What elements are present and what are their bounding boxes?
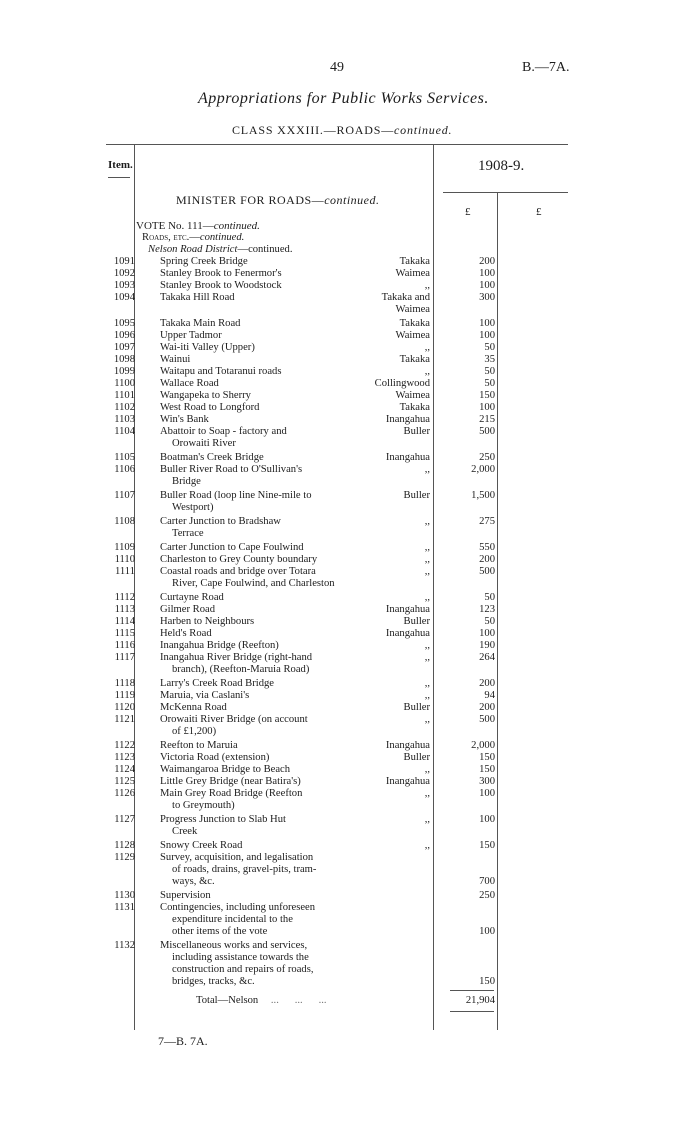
item-number: 1124 — [114, 764, 135, 775]
item-district: Buller — [403, 490, 430, 501]
item-number: 1129 — [114, 852, 135, 863]
item-amount: 200 — [479, 256, 495, 267]
vote-heading-suffix: continued. — [213, 220, 260, 232]
item-number: 1113 — [114, 604, 135, 615]
item-amount: 150 — [479, 976, 495, 987]
item-amount: 100 — [479, 814, 495, 825]
item-district: ,, — [424, 280, 430, 291]
item-district: Buller — [403, 702, 430, 713]
item-amount: 150 — [479, 764, 495, 775]
table-row — [100, 342, 500, 354]
item-description: Bridge — [172, 476, 201, 487]
item-description: Maruia, via Caslani's — [160, 690, 250, 701]
minister-heading-main: MINISTER FOR ROADS— — [176, 193, 325, 207]
item-amount: 100 — [479, 926, 495, 937]
item-description: Snowy Creek Road — [160, 840, 243, 851]
table-top-rule — [106, 144, 568, 145]
item-number: 1128 — [114, 840, 135, 851]
table-row — [100, 378, 500, 390]
table-row — [100, 776, 500, 788]
item-description: Stanley Brook to Woodstock — [160, 280, 282, 291]
table-row — [100, 566, 500, 590]
item-number: 1107 — [114, 490, 135, 501]
table-row — [100, 592, 500, 604]
table-row — [100, 426, 500, 450]
item-number: 1102 — [114, 402, 135, 413]
item-district: Inangahua — [385, 776, 430, 787]
item-number: 1120 — [114, 702, 135, 713]
item-district: ,, — [424, 652, 430, 663]
item-number: 1108 — [114, 516, 135, 527]
item-amount: 150 — [479, 752, 495, 763]
item-description: branch), (Reefton-Maruia Road) — [172, 664, 310, 675]
page-title: Appropriations for Public Works Services. — [198, 90, 489, 107]
item-description: Gilmer Road — [160, 604, 216, 615]
item-number: 1101 — [114, 390, 135, 401]
minister-heading — [176, 193, 380, 208]
currency-label-1: £ — [465, 206, 471, 218]
item-district: Buller — [403, 426, 430, 437]
item-column-header: Item. — [108, 159, 133, 171]
item-district: Waimea — [395, 390, 430, 401]
item-description: Abattoir to Soap - factory and — [160, 426, 287, 437]
item-district: ,, — [424, 464, 430, 475]
item-amount: 35 — [484, 354, 495, 365]
total-amount: 21,904 — [465, 995, 495, 1006]
item-description: Reefton to Maruia — [160, 740, 238, 751]
item-description: Win's Bank — [160, 414, 209, 425]
table-row — [100, 740, 500, 752]
item-amount: 215 — [479, 414, 495, 425]
item-district: ,, — [424, 814, 430, 825]
item-description: River, Cape Foulwind, and Charleston — [172, 578, 335, 589]
table-row — [100, 616, 500, 628]
item-district: Buller — [403, 752, 430, 763]
class-heading-main: CLASS XXXIII.—ROADS— — [232, 123, 395, 137]
item-number: 1121 — [114, 714, 135, 725]
item-description: Carter Junction to Cape Foulwind — [160, 542, 304, 553]
item-number: 1132 — [114, 940, 135, 951]
item-number: 1111 — [114, 566, 135, 577]
item-number: 1096 — [113, 330, 135, 341]
item-description: Spring Creek Bridge — [160, 256, 248, 267]
table-row — [100, 554, 500, 566]
item-number: 1122 — [114, 740, 135, 751]
item-number: 1097 — [113, 342, 135, 353]
table-row — [100, 714, 500, 738]
item-number: 1117 — [114, 652, 135, 663]
item-amount: 100 — [479, 268, 495, 279]
item-description: Wallace Road — [160, 378, 219, 389]
item-description: Carter Junction to Bradshaw — [160, 516, 281, 527]
item-description: of roads, drains, gravel-pits, tram- — [172, 864, 317, 875]
item-number: 1112 — [114, 592, 135, 603]
item-description: Takaka Main Road — [160, 318, 241, 329]
item-number: 1119 — [114, 690, 135, 701]
total-label — [196, 995, 327, 1006]
item-description: other items of the vote — [172, 926, 268, 937]
table-row — [100, 702, 500, 714]
item-district: Inangahua — [385, 452, 430, 463]
item-number: 1095 — [113, 318, 135, 329]
item-district: ,, — [424, 764, 430, 775]
table-row — [100, 604, 500, 616]
item-number: 1106 — [114, 464, 135, 475]
table-row — [100, 490, 500, 514]
item-description: Wangapeka to Sherry — [160, 390, 251, 401]
item-description: Contingencies, including unforeseen — [160, 902, 316, 913]
total-rule-bottom — [450, 1011, 494, 1012]
item-number: 1098 — [113, 354, 135, 365]
item-number: 1103 — [114, 414, 135, 425]
item-number: 1127 — [114, 814, 135, 825]
item-amount: 500 — [479, 426, 495, 437]
table-row — [100, 852, 500, 888]
item-amount: 100 — [479, 628, 495, 639]
page-number: 49 — [330, 60, 344, 75]
item-description: Wainui — [160, 354, 191, 365]
table-row — [100, 390, 500, 402]
item-description: Buller Road (loop line Nine-mile to — [160, 490, 312, 501]
item-description: including assistance towards the — [172, 952, 309, 963]
item-amount: 2,000 — [471, 464, 495, 475]
item-district: ,, — [424, 690, 430, 701]
item-amount: 100 — [479, 402, 495, 413]
item-description: Main Grey Road Bridge (Reefton — [160, 788, 303, 799]
item-amount: 200 — [479, 702, 495, 713]
item-amount: 275 — [479, 516, 495, 527]
table-row — [100, 788, 500, 812]
item-number: 1100 — [114, 378, 135, 389]
table-row — [100, 652, 500, 676]
item-number: 1114 — [114, 616, 135, 627]
item-district: ,, — [424, 640, 430, 651]
item-amount: 550 — [479, 542, 495, 553]
item-description: Miscellaneous works and services, — [160, 940, 308, 951]
item-amount: 250 — [479, 890, 495, 901]
item-description: Progress Junction to Slab Hut — [160, 814, 286, 825]
vote-heading-main: VOTE No. 111— — [136, 220, 214, 232]
class-heading-suffix: continued. — [394, 123, 453, 137]
footer-signature: 7—B. 7A. — [158, 1034, 208, 1048]
vote-heading — [136, 220, 260, 232]
item-district: Inangahua — [385, 628, 430, 639]
item-district: Takaka — [399, 354, 430, 365]
item-amount: 100 — [479, 330, 495, 341]
item-number: 1116 — [114, 640, 135, 651]
table-row — [100, 464, 500, 488]
item-number: 1131 — [114, 902, 135, 913]
item-description: Creek — [172, 826, 198, 837]
table-row — [100, 764, 500, 776]
item-district: ,, — [424, 788, 430, 799]
item-district: Takaka — [399, 256, 430, 267]
table-row — [100, 542, 500, 554]
table-row — [100, 414, 500, 426]
item-amount: 94 — [484, 690, 495, 701]
table-row — [100, 640, 500, 652]
table-row — [100, 516, 500, 540]
item-description: West Road to Longford — [160, 402, 260, 413]
item-amount: 1,500 — [471, 490, 495, 501]
item-number: 1099 — [113, 366, 135, 377]
table-row — [100, 452, 500, 464]
item-description: to Greymouth) — [172, 800, 235, 811]
item-number: 1118 — [114, 678, 135, 689]
item-description: ways, &c. — [172, 876, 215, 887]
item-description: Charleston to Grey County boundary — [160, 554, 318, 565]
item-number: 1125 — [114, 776, 135, 787]
item-description: Larry's Creek Road Bridge — [160, 678, 274, 689]
item-description: Survey, acquisition, and legalisation — [160, 852, 314, 863]
item-amount: 200 — [479, 554, 495, 565]
minister-heading-suffix: continued. — [324, 193, 380, 207]
item-amount: 100 — [479, 318, 495, 329]
item-amount: 500 — [479, 714, 495, 725]
year-header: 1908-9. — [478, 158, 525, 174]
item-number: 1104 — [114, 426, 135, 437]
item-description: bridges, tracks, &c. — [172, 976, 255, 987]
item-description: Takaka Hill Road — [160, 292, 235, 303]
item-number: 1123 — [114, 752, 135, 763]
item-description: Supervision — [160, 890, 211, 901]
item-description: Orowaiti River — [172, 438, 236, 449]
item-district: ,, — [424, 516, 430, 527]
item-description: Stanley Brook to Fenermor's — [160, 268, 282, 279]
item-amount: 50 — [484, 592, 495, 603]
item-description: construction and repairs of roads, — [172, 964, 314, 975]
item-district: ,, — [424, 714, 430, 725]
item-number: 1093 — [113, 280, 135, 291]
item-amount: 150 — [479, 390, 495, 401]
item-amount: 50 — [484, 378, 495, 389]
item-amount: 250 — [479, 452, 495, 463]
item-amount: 50 — [484, 366, 495, 377]
item-description: Upper Tadmor — [160, 330, 222, 341]
year-underline — [443, 192, 568, 193]
item-amount: 200 — [479, 678, 495, 689]
item-number: 1126 — [114, 788, 135, 799]
item-amount: 300 — [479, 292, 495, 303]
item-number: 1109 — [114, 542, 135, 553]
item-district: Collingwood — [374, 378, 430, 389]
item-description: Waimangaroa Bridge to Beach — [160, 764, 291, 775]
item-district: Takaka — [399, 318, 430, 329]
district-heading-name: Nelson Road District — [148, 244, 238, 255]
item-description: Coastal roads and bridge over Totara — [160, 566, 316, 577]
table-row — [100, 268, 500, 280]
roads-heading-suffix: continued. — [199, 232, 245, 243]
document-reference: B.—7A. — [522, 60, 570, 75]
item-amount: 2,000 — [471, 740, 495, 751]
item-district: ,, — [424, 542, 430, 553]
item-amount: 50 — [484, 616, 495, 627]
item-description: McKenna Road — [160, 702, 227, 713]
item-header-underline — [108, 177, 130, 178]
item-district: ,, — [424, 566, 430, 577]
item-district: Waimea — [395, 304, 430, 315]
table-row — [100, 354, 500, 366]
item-district: Buller — [403, 616, 430, 627]
table-row — [100, 678, 500, 690]
item-description: Westport) — [172, 502, 214, 513]
item-description: Held's Road — [160, 628, 212, 639]
item-amount: 123 — [479, 604, 495, 615]
item-description: of £1,200) — [172, 726, 217, 737]
item-description: Inangahua River Bridge (right-hand — [160, 652, 313, 663]
item-district: ,, — [424, 554, 430, 565]
item-description: expenditure incidental to the — [172, 914, 293, 925]
item-district: Inangahua — [385, 604, 430, 615]
item-description: Victoria Road (extension) — [160, 752, 270, 763]
roads-heading-main: Roads, etc.— — [142, 232, 200, 243]
table-row — [100, 752, 500, 764]
item-description: Buller River Road to O'Sullivan's — [160, 464, 303, 475]
item-district: Waimea — [395, 268, 430, 279]
roads-heading — [142, 232, 244, 243]
item-number: 1091 — [113, 256, 135, 267]
item-amount: 150 — [479, 840, 495, 851]
table-row — [100, 292, 500, 316]
item-description: Little Grey Bridge (near Batira's) — [160, 776, 301, 787]
item-amount: 500 — [479, 566, 495, 577]
item-number: 1092 — [113, 268, 135, 279]
item-district: Inangahua — [385, 414, 430, 425]
table-row — [100, 940, 500, 988]
table-row — [100, 902, 500, 938]
item-description: Waitapu and Totaranui roads — [160, 366, 282, 377]
table-row — [100, 330, 500, 342]
table-row — [100, 402, 500, 414]
item-description: Wai-iti Valley (Upper) — [160, 342, 255, 353]
table-row — [100, 890, 500, 902]
item-district: Inangahua — [385, 740, 430, 751]
item-description: Orowaiti River Bridge (on account — [160, 714, 308, 725]
district-heading — [148, 244, 293, 255]
table-row — [100, 840, 500, 852]
item-amount: 100 — [479, 788, 495, 799]
item-district: Takaka and — [381, 292, 430, 303]
item-district: ,, — [424, 678, 430, 689]
item-number: 1130 — [114, 890, 135, 901]
item-description: Boatman's Creek Bridge — [160, 452, 264, 463]
total-label-text: Total—Nelson — [196, 995, 259, 1006]
class-heading — [232, 123, 452, 138]
item-district: Waimea — [395, 330, 430, 341]
item-description: Harben to Neighbours — [160, 616, 255, 627]
table-row — [100, 318, 500, 330]
item-amount: 700 — [479, 876, 495, 887]
item-description: Curtayne Road — [160, 592, 224, 603]
total-leader: ... ... ... — [270, 995, 327, 1006]
table-row — [100, 280, 500, 292]
item-amount: 300 — [479, 776, 495, 787]
item-district: ,, — [424, 840, 430, 851]
item-number: 1115 — [114, 628, 135, 639]
table-row — [100, 690, 500, 702]
item-district: ,, — [424, 366, 430, 377]
item-number: 1110 — [114, 554, 135, 565]
item-amount: 264 — [479, 652, 495, 663]
item-district: ,, — [424, 342, 430, 353]
table-row — [100, 628, 500, 640]
item-amount: 190 — [479, 640, 495, 651]
item-district: ,, — [424, 592, 430, 603]
currency-label-2: £ — [536, 206, 542, 218]
item-number: 1094 — [113, 292, 135, 303]
district-heading-suffix: —continued. — [237, 244, 293, 255]
item-district: Takaka — [399, 402, 430, 413]
item-number: 1105 — [114, 452, 135, 463]
total-rule-top — [450, 990, 494, 991]
item-amount: 50 — [484, 342, 495, 353]
table-row — [100, 366, 500, 378]
item-amount: 100 — [479, 280, 495, 291]
item-description: Terrace — [172, 528, 204, 539]
table-row — [100, 814, 500, 838]
item-description: Inangahua Bridge (Reefton) — [160, 640, 279, 651]
table-row — [100, 256, 500, 268]
